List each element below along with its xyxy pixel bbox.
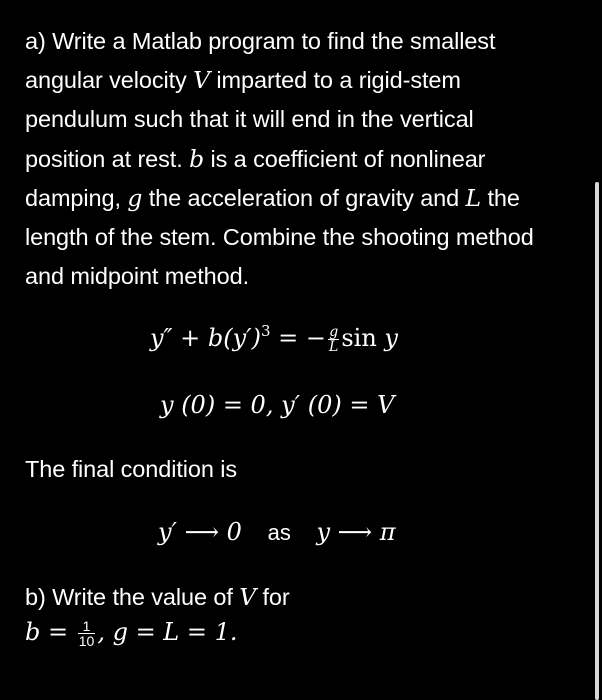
- g-L-values: , g = L = 1.: [97, 618, 238, 646]
- problem-text: [25, 22, 585, 296]
- text: b) Write the value of: [25, 584, 240, 610]
- text: pendulum such that it will end in the vertical: [25, 106, 474, 133]
- var-b: b: [189, 144, 205, 173]
- fc-rhs: y ⟶ π: [316, 518, 396, 546]
- text: a) Write a Matlab program to find the smallest: [25, 28, 496, 54]
- fraction-denominator: 10: [78, 633, 95, 649]
- part-b-line-1: [25, 578, 290, 617]
- part-a-line-7: [25, 257, 585, 296]
- ode-equals: = −: [270, 324, 327, 352]
- part-a-line-5: [25, 179, 585, 218]
- fraction-numerator: g: [329, 324, 339, 340]
- scrollbar[interactable]: [595, 182, 599, 700]
- ode-lhs: y″ + b(y′): [150, 324, 261, 352]
- part-b-values: [25, 618, 238, 648]
- var-V: V: [239, 583, 257, 611]
- text: and midpoint method.: [25, 263, 250, 290]
- ode-equation: [150, 322, 398, 354]
- part-a-line-4: [25, 140, 585, 179]
- text: is a coefficient of nonlinear: [204, 145, 486, 172]
- text: the: [481, 184, 520, 211]
- text: The final condition is: [25, 456, 238, 482]
- fraction-numerator: 1: [78, 619, 96, 634]
- one-tenth-fraction: [78, 619, 96, 648]
- part-a-line-1: [25, 22, 585, 61]
- g-over-L-fraction: [328, 325, 339, 354]
- var-V: V: [193, 66, 210, 95]
- b-equals: b =: [25, 618, 76, 646]
- part-a-line-3: [25, 100, 585, 139]
- part-a-line-6: [25, 218, 585, 257]
- part-a-line-2: [25, 61, 585, 100]
- fc-lhs: y′ ⟶ 0: [158, 518, 242, 546]
- text: position at rest.: [25, 145, 190, 172]
- var-g: g: [127, 183, 143, 212]
- text: imparted to a rigid-stem: [210, 67, 461, 94]
- text: length of the stem. Combine the shooting method: [25, 224, 534, 251]
- ode-rhs-var: y: [376, 324, 398, 352]
- var-L: L: [465, 183, 482, 212]
- ic-text: y (0) = 0, y′ (0) = V: [160, 391, 395, 419]
- final-condition-equation: [158, 518, 395, 546]
- fraction-denominator: L: [329, 339, 339, 355]
- ode-exponent: 3: [261, 322, 271, 340]
- text: the acceleration of gravity and: [142, 184, 466, 211]
- initial-conditions: [160, 391, 394, 419]
- text: for: [256, 584, 290, 610]
- text: damping,: [25, 184, 128, 211]
- final-condition-label: [25, 450, 237, 489]
- fc-as: as: [267, 520, 291, 545]
- sin-function: sin: [341, 324, 377, 352]
- text: angular velocity: [25, 67, 194, 94]
